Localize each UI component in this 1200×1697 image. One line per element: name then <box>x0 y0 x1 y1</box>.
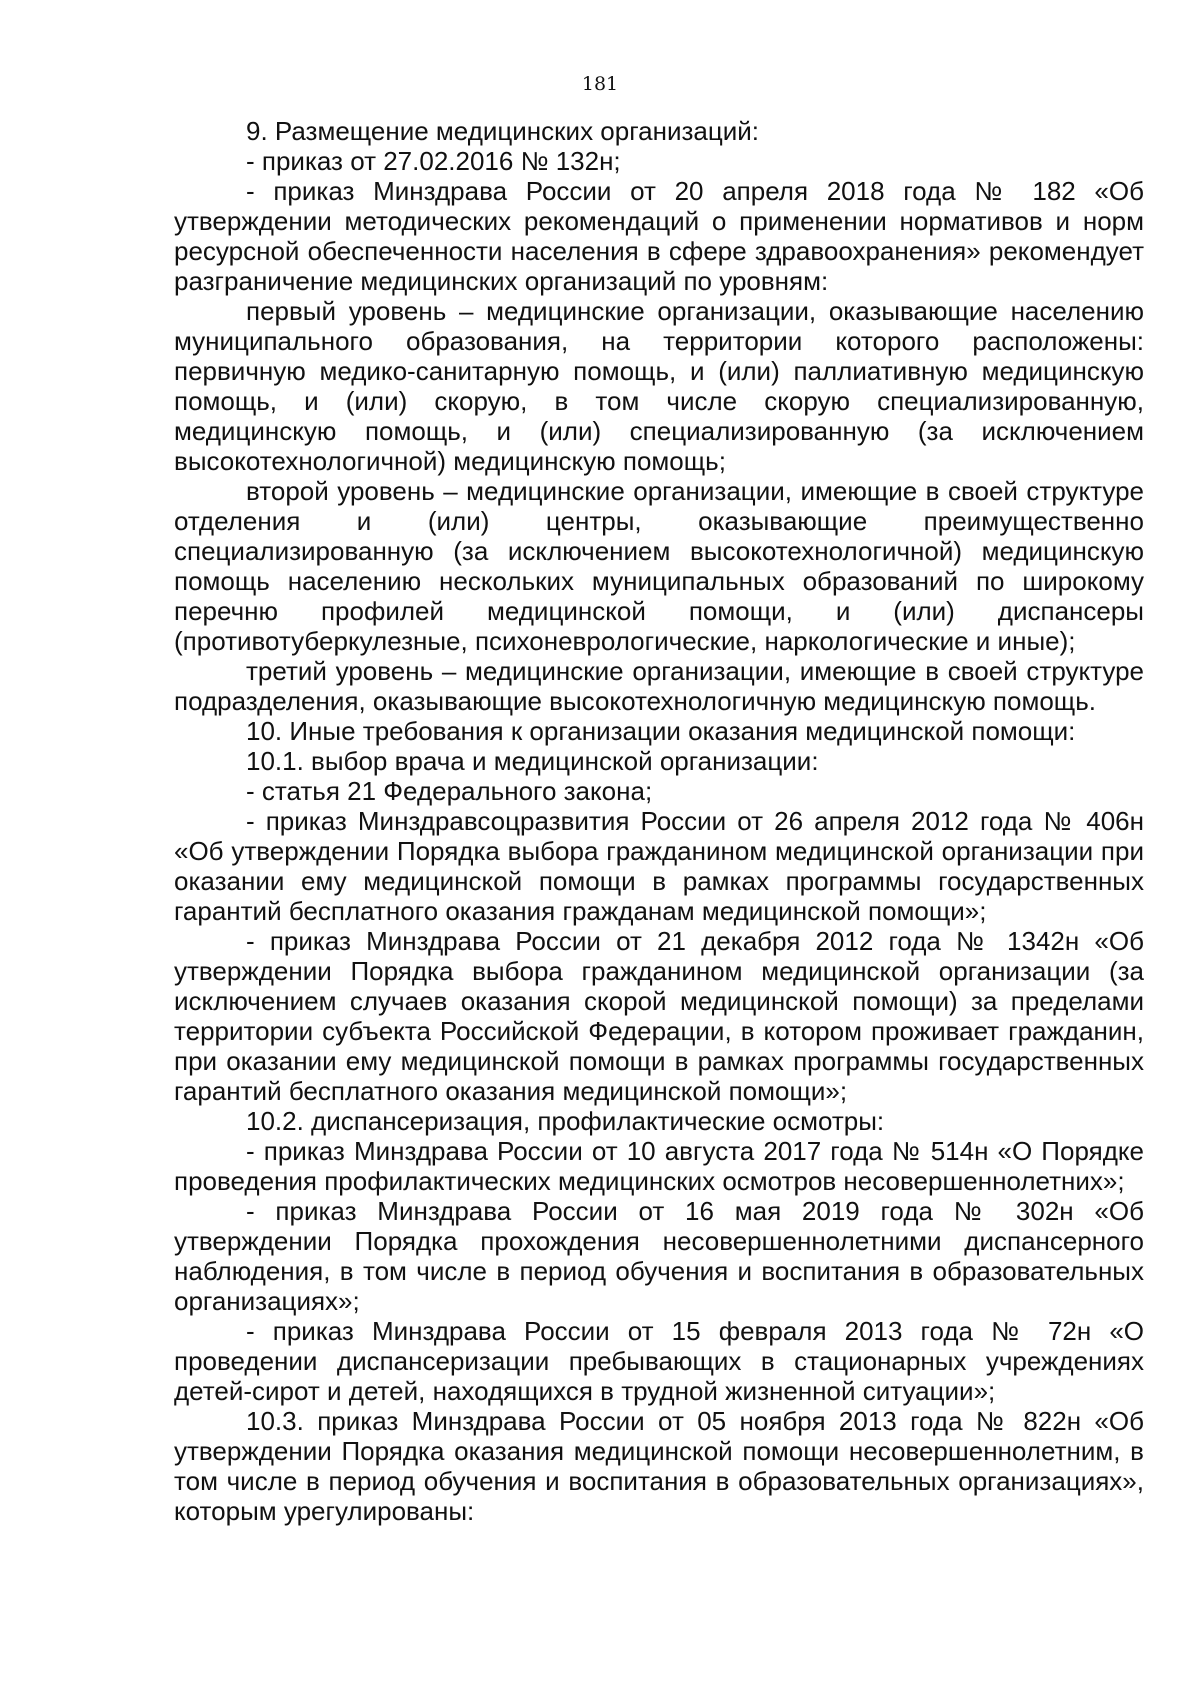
subsection-order-822n: 10.3. приказ Минздрава России от 05 ноября 2013 года № 822н «Об утверждении Порядка оказания медицинской помощи несовершеннолетним, в том числе в период обучения и воспитания в образовательных организациях», которым урегулированы: <box>174 1406 1144 1526</box>
list-item-order-132n: - приказ от 27.02.2016 № 132н; <box>246 146 621 176</box>
paragraph-first-level: первый уровень – медицинские организации, оказывающие населению муниципального образования, на территории которого расположены: первичную медико-санитарную помощь, и (или) паллиативную медицинскую помощь, и (или) скорую, в том числе скорую специализированную, медицинскую помощь, и (или) специализированную (за исключением высокотехнологичной) медицинскую помощь; <box>174 296 1144 476</box>
list-item-order-1342n: - приказ Минздрава России от 21 декабря 2012 года № 1342н «Об утверждении Порядка выбора гражданином медицинской организации (за исключением случаев оказания скорой медицинской помощи) за пределами территории субъекта Российской Федерации, в котором проживает гражданин, при оказании ему медицинской помощи в рамках программы государственных гарантий бесплатного оказания медицинской помощи»; <box>174 926 1144 1106</box>
list-item-order-514n: - приказ Минздрава России от 10 августа 2017 года № 514н «О Порядке проведения профилактических медицинских осмотров несовершеннолетних»; <box>174 1136 1144 1196</box>
subsection-heading-dispensary: 10.2. диспансеризация, профилактические осмотры: <box>246 1106 885 1136</box>
list-item-article-21: - статья 21 Федерального закона; <box>246 776 653 806</box>
paragraph-second-level: второй уровень – медицинские организации, имеющие в своей структуре отделения и (или) центры, оказывающие преимущественно специализированную (за исключением высокотехнологичной) медицинскую помощь населению нескольких муниципальных образований по широкому перечню профилей медицинской помощи, и (или) диспансеры (противотуберкулезные, психоневрологические, наркологические и иные); <box>174 476 1144 656</box>
list-item-order-406n: - приказ Минздравсоцразвития России от 26 апреля 2012 года № 406н «Об утверждении Порядка выбора гражданином медицинской организации при оказании ему медицинской помощи в рамках программы государственных гарантий бесплатного оказания гражданам медицинской помощи»; <box>174 806 1144 926</box>
section-heading-other-requirements: 10. Иные требования к организации оказания медицинской помощи: <box>246 716 1076 746</box>
paragraph-third-level: третий уровень – медицинские организации, имеющие в своей структуре подразделения, оказывающие высокотехнологичную медицинскую помощь. <box>174 656 1144 716</box>
page-number: 181 <box>581 73 619 95</box>
list-item-order-182: - приказ Минздрава России от 20 апреля 2018 года № 182 «Об утверждении методических рекомендаций о применении нормативов и норм ресурсной обеспеченности населения в сфере здравоохранения» рекомендует разграничение медицинских организаций по уровням: <box>174 176 1144 296</box>
section-heading-placement: 9. Размещение медицинских организаций: <box>246 116 760 146</box>
list-item-order-302n: - приказ Минздрава России от 16 мая 2019 года № 302н «Об утверждении Порядка прохождения несовершеннолетними диспансерного наблюдения, в том числе в период обучения и воспитания в образовательных организациях»; <box>174 1196 1144 1316</box>
subsection-heading-choice: 10.1. выбор врача и медицинской организации: <box>246 746 819 776</box>
document-body <box>174 116 1144 1526</box>
list-item-order-72n: - приказ Минздрава России от 15 февраля 2013 года № 72н «О проведении диспансеризации пребывающих в стационарных учреждениях детей-сирот и детей, находящихся в трудной жизненной ситуации»; <box>174 1316 1144 1406</box>
